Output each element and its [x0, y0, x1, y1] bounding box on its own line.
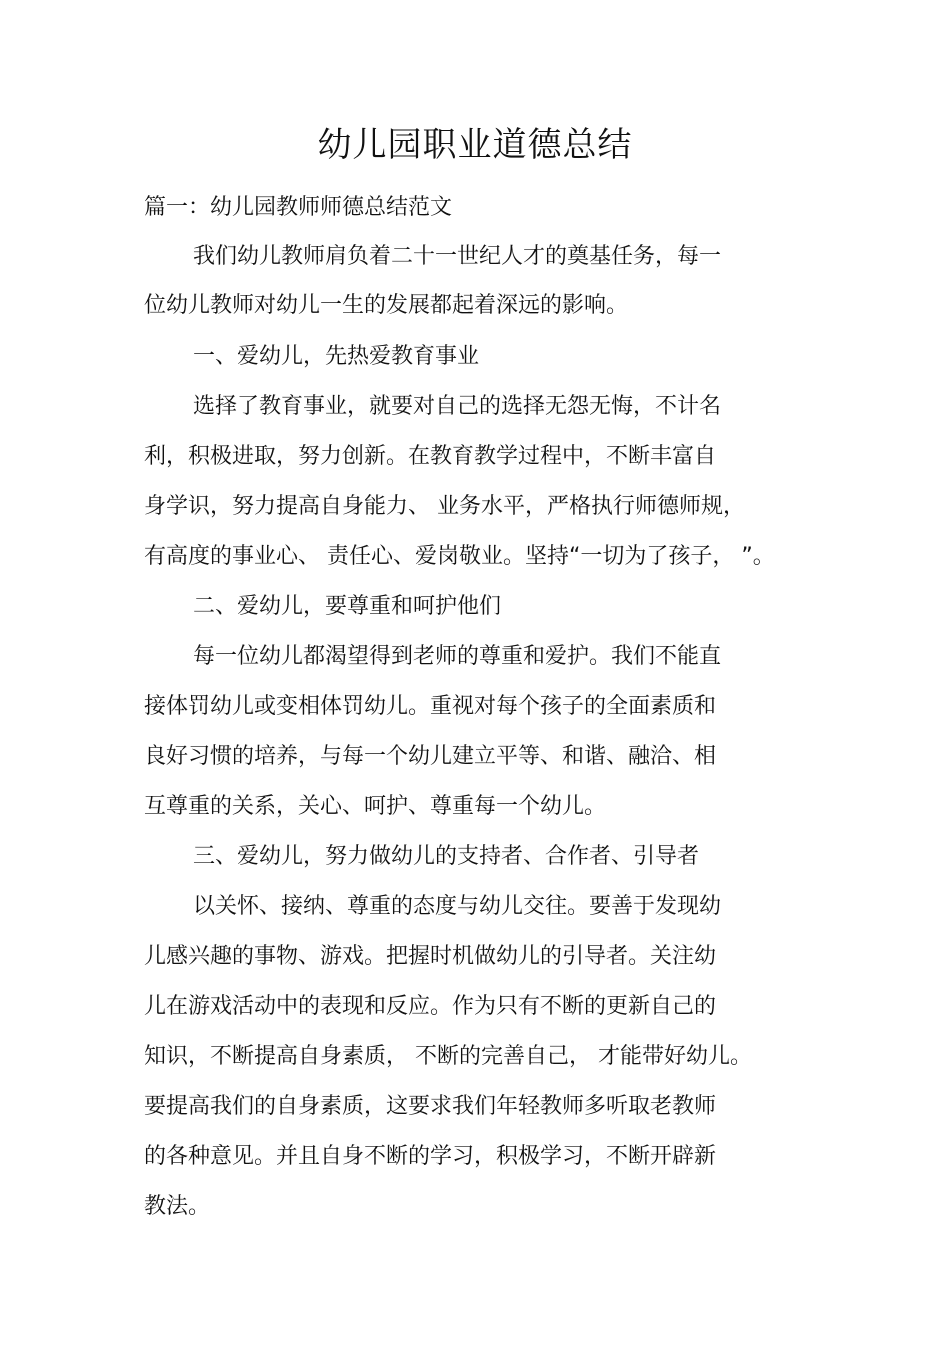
section-heading: 篇一：幼儿园教师师德总结范文	[144, 195, 453, 220]
subsection-heading: 三、爱幼儿，努力做幼儿的支持者、合作者、引导者	[193, 844, 700, 869]
paragraph-line: 教法。	[144, 1194, 211, 1219]
paragraph-line: 知识，不断提高自身素质， 不断的完善自己， 才能带好幼儿。	[144, 1044, 752, 1069]
paragraph-line: 选择了教育事业，就要对自己的选择无怨无悔，不计名	[193, 394, 722, 419]
paragraph-line: 以关怀、接纳、尊重的态度与幼儿交往。要善于发现幼	[193, 894, 722, 919]
paragraph-line: 利，积极进取，努力创新。在教育教学过程中，不断丰富自	[144, 444, 717, 469]
paragraph-line: 儿感兴趣的事物、游戏。把握时机做幼儿的引导者。关注幼	[144, 944, 717, 969]
paragraph-line: 位幼儿教师对幼儿一生的发展都起着深远的影响。	[144, 293, 629, 318]
subsection-heading: 二、爱幼儿，要尊重和呵护他们	[193, 594, 502, 619]
paragraph-line: 良好习惯的培养，与每一个幼儿建立平等、和谐、融洽、相	[144, 744, 717, 769]
paragraph-line: 的各种意见。并且自身不断的学习，积极学习，不断开辟新	[144, 1144, 717, 1169]
subsection-heading: 一、爱幼儿，先热爱教育事业	[193, 344, 480, 369]
paragraph-line: 我们幼儿教师肩负着二十一世纪人才的奠基任务，每一	[193, 244, 722, 269]
paragraph-line: 身学识，努力提高自身能力、 业务水平，严格执行师德师规，	[144, 494, 745, 519]
paragraph-line: 要提高我们的自身素质，这要求我们年轻教师多听取老教师	[144, 1094, 717, 1119]
document-title: 幼儿园职业道德总结	[317, 125, 633, 165]
paragraph-line: 每一位幼儿都渴望得到老师的尊重和爱护。我们不能直	[193, 644, 722, 669]
paragraph-line: 互尊重的关系，关心、呵护、尊重每一个幼儿。	[144, 794, 607, 819]
paragraph-line: 接体罚幼儿或变相体罚幼儿。重视对每个孩子的全面素质和	[144, 694, 717, 719]
paragraph-line: 儿在游戏活动中的表现和反应。作为只有不断的更新自己的	[144, 994, 717, 1019]
paragraph-line: 有高度的事业心、 责任心、爱岗敬业。坚持“一切为了孩子， ”。	[144, 544, 775, 569]
